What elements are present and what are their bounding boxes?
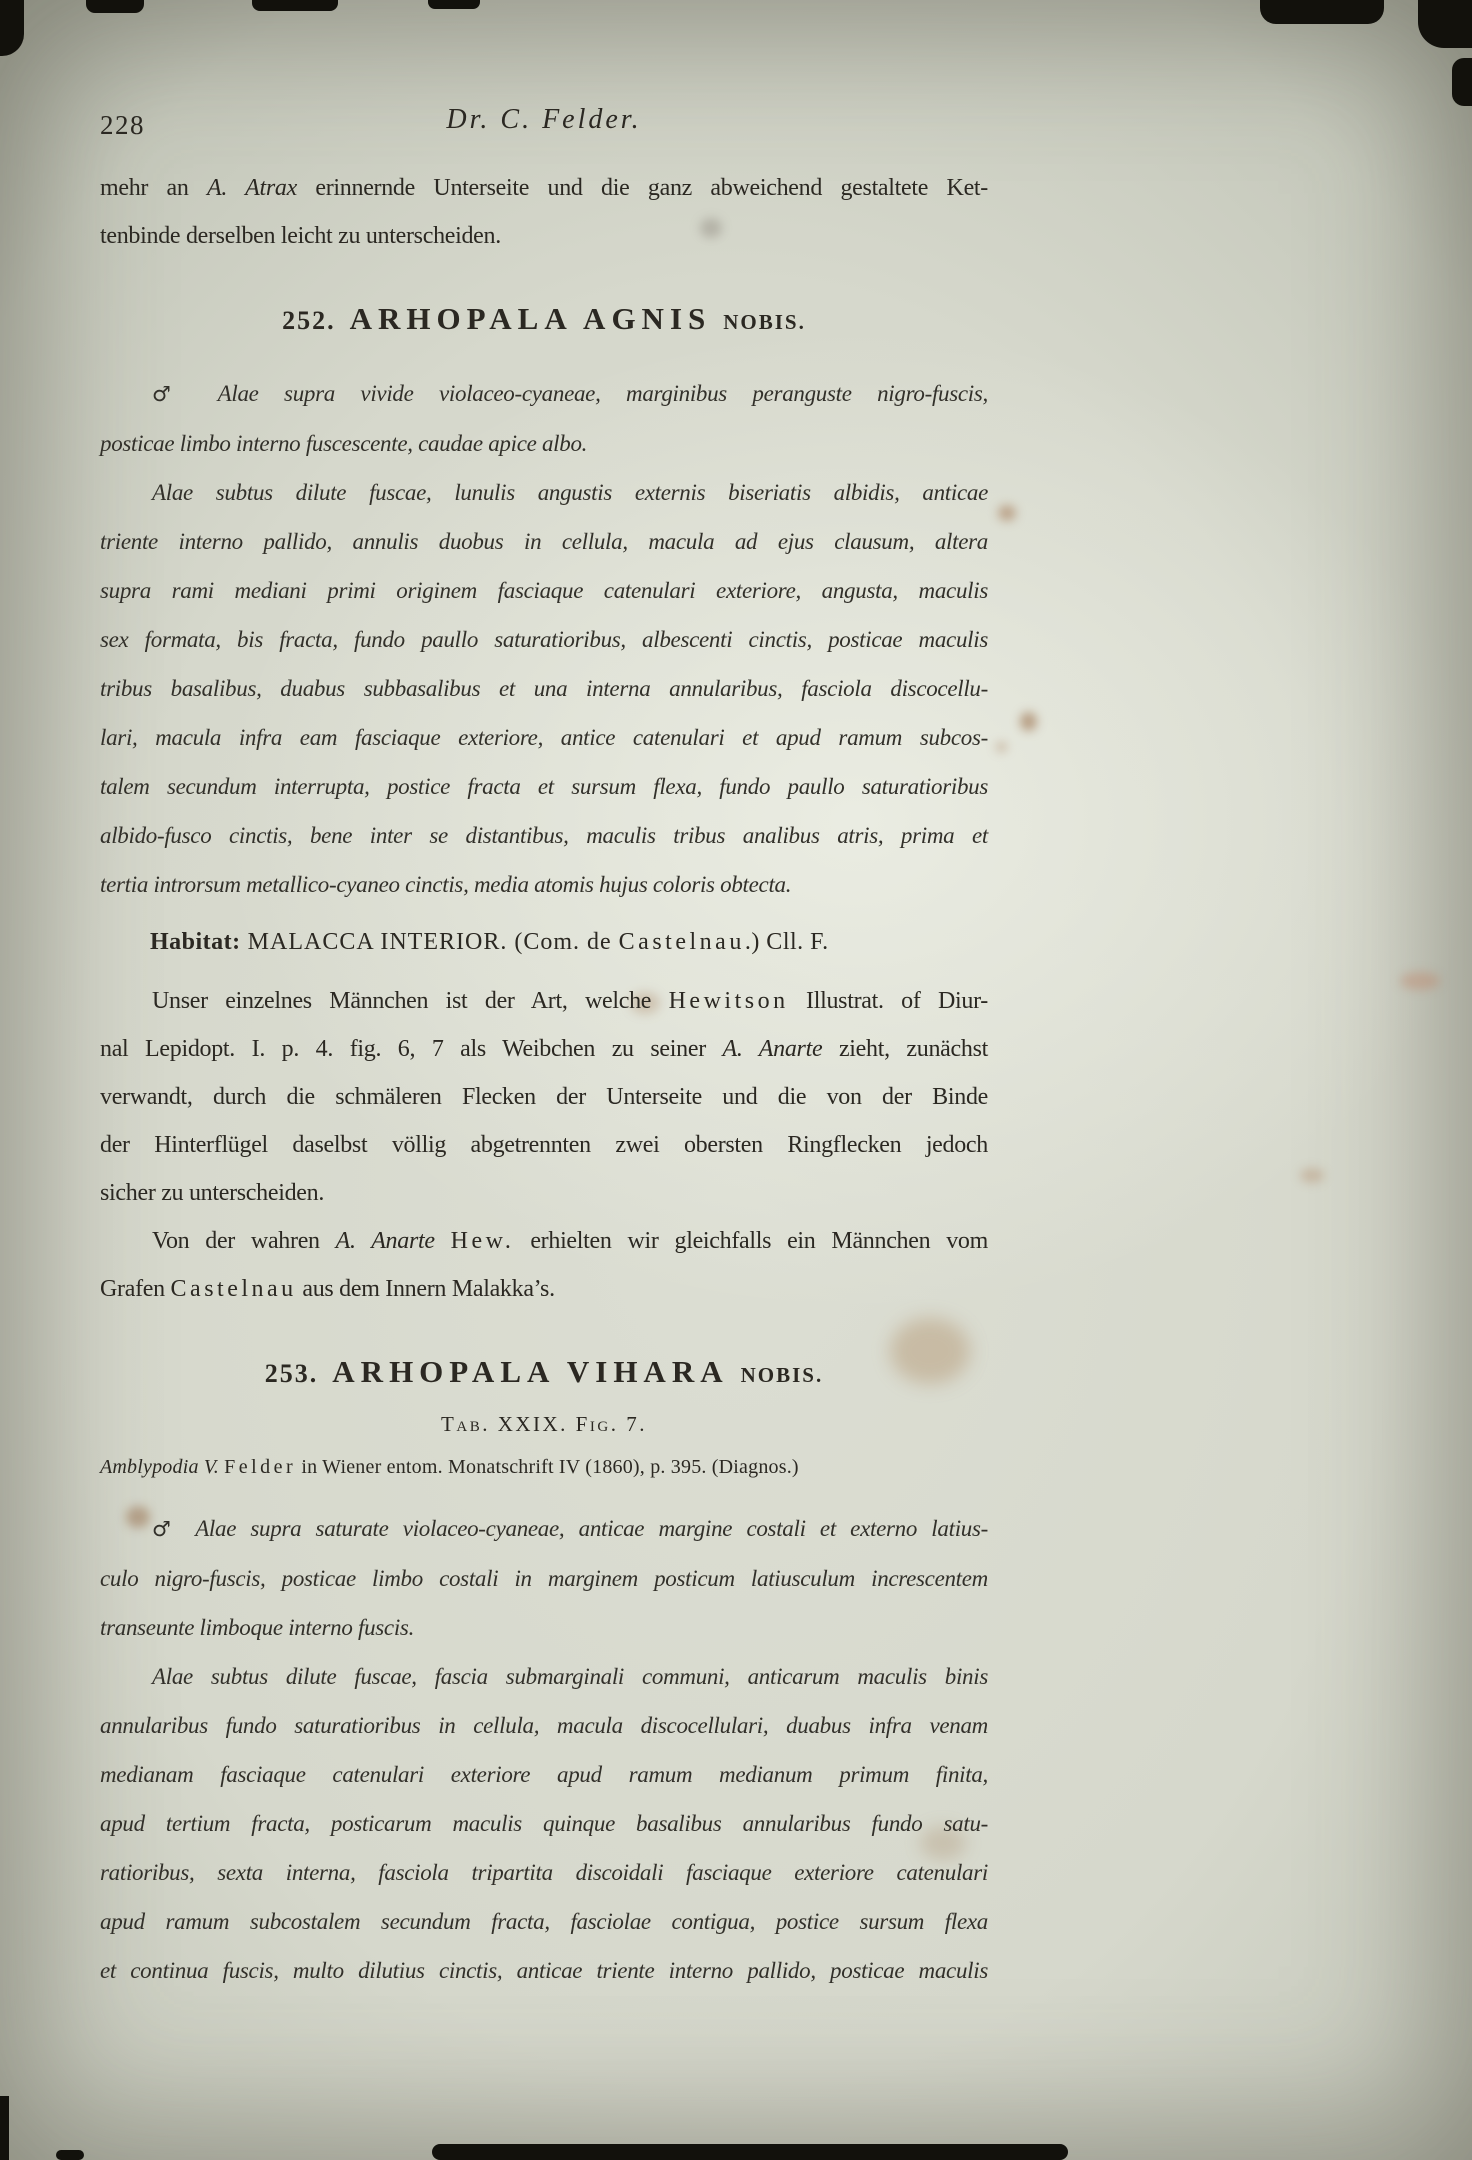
text-segment: Alae supra vivide violaceo-cyaneae, marginibus peranguste nigro-fuscis, (192, 381, 988, 406)
scan-artifact (0, 0, 24, 56)
text-line: medianam fasciaque catenulari exteriore apud ramum medianum primum finita, (100, 1762, 988, 1787)
scan-artifact (56, 2150, 84, 2160)
plate-reference: Tab. XXIX. Fig. 7. (441, 1412, 647, 1436)
text-line: supra rami mediani primi originem fasciaque catenulari exteriore, angusta, maculis (100, 578, 988, 603)
text-segment: Unser einzelnes Männchen ist der Art, welche (152, 988, 669, 1014)
running-title: Dr. C. Felder. (446, 104, 642, 135)
running-head (100, 104, 988, 150)
text-segment: zieht, zunächst (822, 1036, 988, 1062)
species-heading-252 (100, 296, 988, 345)
text-line: apud ramum subcostalem secundum fracta, fasciolae contigua, postice sursum flexa (100, 1909, 988, 1934)
text-line: lari, macula infra eam fasciaque exteriore, antice catenulari et apud ramum subcos- (100, 725, 988, 750)
species-number: 253. (264, 1359, 319, 1388)
scan-artifact (432, 2144, 1068, 2160)
text-segment: .) Cll. F. (744, 929, 829, 955)
text-line: albido-fusco cinctis, bene inter se distantibus, maculis tribus analibus atris, prima et (100, 823, 988, 848)
text-line (100, 1217, 988, 1265)
scan-artifact (252, 0, 338, 11)
text-line: et continua fuscis, multo dilutius cinctis, anticae triente interno pallido, posticae maculis (100, 1958, 988, 1983)
text-line: posticae limbo interno fuscescente, caudae apice albo. (100, 431, 588, 456)
text-segment: erhielten wir gleichfalls ein Männchen vom (514, 1228, 988, 1254)
text-segment: aus dem Innern Malakka’s. (296, 1276, 555, 1302)
stain (1300, 1168, 1324, 1183)
stain (1020, 712, 1037, 731)
text-line: transeunte limboque interno fuscis. (100, 1615, 415, 1640)
text-segment: MALACCA INTERIOR. (Com. de (240, 929, 619, 955)
text-segment: Grafen (100, 1276, 171, 1302)
habitat-line (100, 917, 988, 967)
text-line (100, 369, 988, 419)
scan-artifact (0, 2096, 9, 2160)
diagnosis-upperside-253 (100, 1504, 988, 1652)
text-segment: mehr an (100, 175, 208, 201)
scan-artifact (1418, 0, 1472, 48)
text-line (100, 1504, 988, 1554)
text-line (100, 1025, 988, 1073)
scan-artifact (428, 0, 480, 9)
text-line: tribus basalibus, duabus subbasalibus et una interna annularibus, fasciola discocellu- (100, 676, 988, 701)
collector-name: Castelnau (170, 1276, 297, 1302)
text-line: triente interno pallido, annulis duobus in cellula, macula ad ejus clausum, altera (100, 529, 988, 554)
species-title: ARHOPALA AGNIS (349, 301, 712, 336)
text-segment: in Wiener entom. Monatschrift IV (1860), p. 395. (Diagnos.) (296, 1456, 799, 1478)
text-line: apud tertium fracta, posticarum maculis quinque basalibus annularibus fundo satu- (100, 1811, 988, 1836)
text-segment: Illustrat. of Diur- (788, 988, 988, 1014)
species-name: A. Anarte (722, 1036, 823, 1062)
species-name: A. Anarte (335, 1228, 451, 1254)
text-line: verwandt, durch die schmäleren Flecken der Unterseite und die von der Binde (100, 1084, 988, 1110)
species-number: 252. (282, 306, 336, 335)
scan-artifact (1452, 58, 1472, 106)
page-number: 228 (100, 110, 145, 140)
male-symbol: ♂ (152, 382, 191, 406)
text-line: sex formata, bis fracta, fundo paullo saturatioribus, albescenti cinctis, posticae maculis (100, 627, 988, 652)
species-name: Amblypodia V. (100, 1456, 225, 1478)
text-line: Alae subtus dilute fuscae, lunulis angustis externis biseriatis albidis, anticae (152, 480, 988, 505)
species-attribution: NOBIS. (723, 310, 806, 334)
page-content (100, 104, 988, 1995)
text-line (100, 164, 988, 212)
species-attribution: NOBIS. (740, 1363, 824, 1387)
literature-reference (100, 1450, 988, 1484)
stain (996, 742, 1007, 752)
author-name: Hew. (450, 1228, 515, 1254)
text-line: Alae subtus dilute fuscae, fascia submarginali communi, anticarum maculis binis (152, 1664, 988, 1689)
species-name: A. Atrax (207, 175, 297, 201)
collector-name: Castelnau (618, 929, 745, 955)
text-line: tertia introrsum metallico-cyaneo cinctis, media atomis hujus coloris obtecta. (100, 872, 792, 897)
author-name: Hewitson (668, 988, 789, 1014)
text-line: culo nigro-fuscis, posticae limbo costali in marginem posticum latiusculum increscentem (100, 1566, 988, 1591)
diagnosis-underside-253 (100, 1652, 988, 1995)
text-segment: erinnernde Unterseite und die ganz abweichend gestaltete Ket- (296, 175, 988, 201)
species-heading-253 (100, 1349, 988, 1398)
text-line: tenbinde derselben leicht zu unterscheiden. (100, 223, 501, 249)
habitat-label: Habitat: (150, 929, 241, 955)
text-segment: Alae supra saturate violaceo-cyaneae, anticae margine costali et externo latius- (181, 1516, 988, 1541)
text-line (100, 1265, 988, 1313)
author-name: Felder (224, 1456, 297, 1478)
text-line: ratioribus, sexta interna, fasciola tripartita discoidali fasciaque exteriore catenulari (100, 1860, 988, 1885)
diagnosis-upperside-252 (100, 369, 988, 468)
text-line (100, 977, 988, 1025)
text-line: der Hinterflügel daselbst völlig abgetrennten zwei obersten Ringflecken jedoch (100, 1132, 988, 1158)
species-title: ARHOPALA VIHARA (332, 1354, 729, 1389)
text-segment: nal Lepidopt. I. p. 4. fig. 6, 7 als Weibchen zu seiner (100, 1036, 723, 1062)
scan-artifact (86, 0, 144, 13)
stain (998, 505, 1016, 521)
text-line: sicher zu unterscheiden. (100, 1180, 325, 1206)
paragraph-intro (100, 164, 988, 260)
stain (1400, 972, 1440, 990)
text-line: talem secundum interrupta, postice fracta et sursum flexa, fundo paullo saturatioribus (100, 774, 988, 799)
remarks-252-b (100, 1217, 988, 1313)
scan-artifact (1260, 0, 1384, 24)
text-segment: Von der wahren (152, 1228, 336, 1254)
remarks-252-a (100, 977, 988, 1217)
text-line: annularibus fundo saturatioribus in cellula, macula discocellulari, duabus infra venam (100, 1713, 988, 1738)
diagnosis-underside-252 (100, 468, 988, 909)
male-symbol: ♂ (152, 1517, 180, 1541)
